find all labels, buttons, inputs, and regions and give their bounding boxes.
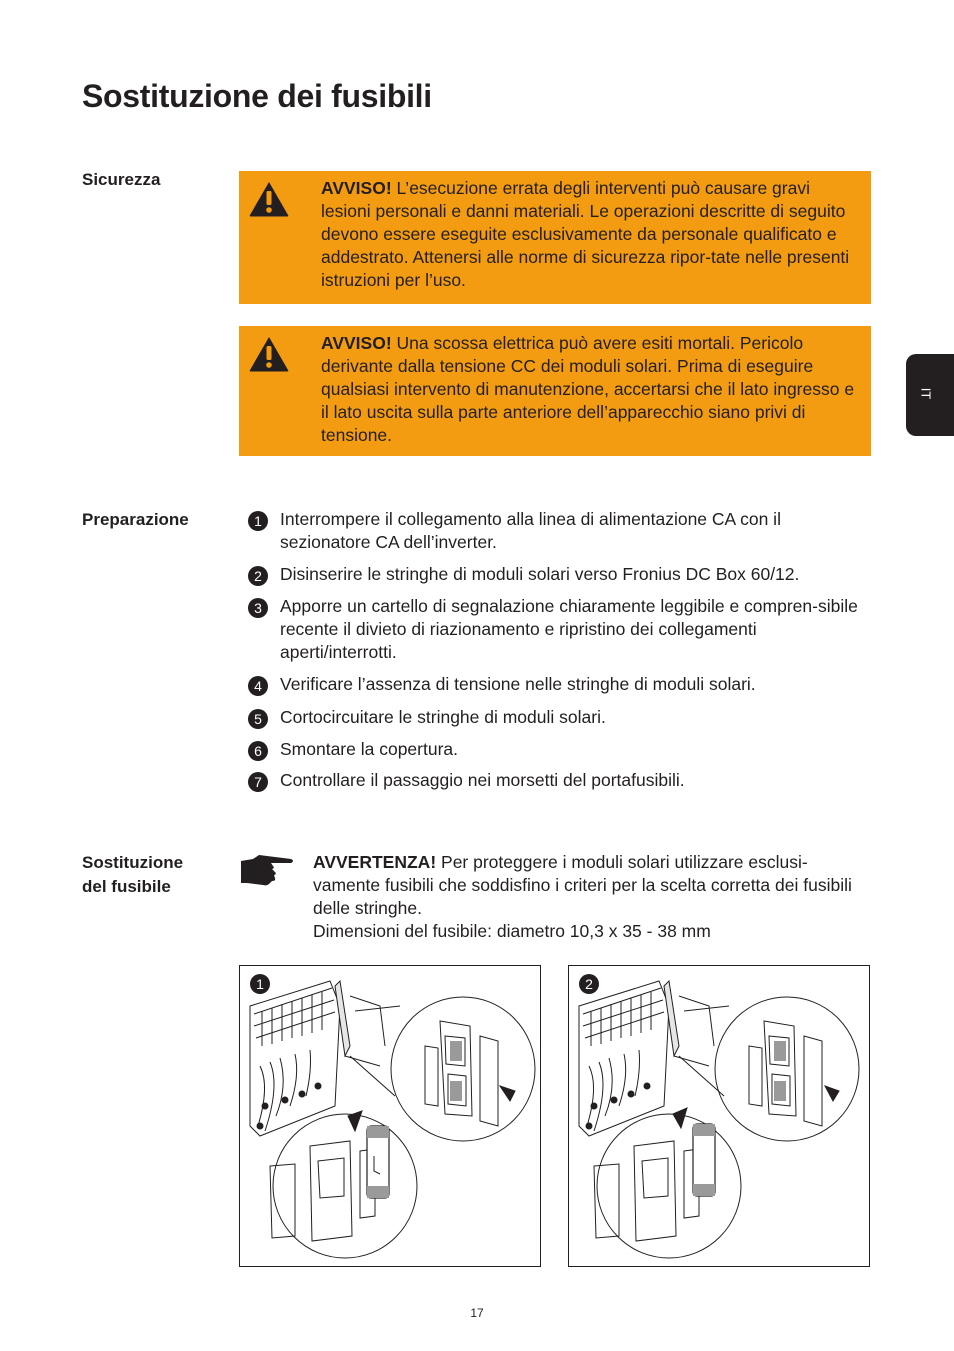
note-dimensions: Dimensioni del fusibile: diametro 10,3 x 35 - 38 mm [313, 921, 711, 941]
step-number: 2 [248, 566, 268, 586]
step-text: Apporre un cartello di segnalazione chiaramente leggibile e compren-sibile recente il divieto di riazionamento e ripristino dei collegamenti aperti/interrotti. [280, 596, 858, 662]
note-text [313, 851, 873, 943]
figure-2 [568, 965, 870, 1267]
step-text: Interrompere il collegamento alla linea di alimentazione CA con il sezionatore CA dell’inverter. [280, 509, 781, 552]
step-number: 3 [248, 598, 268, 618]
fuse-removal-illustration [240, 966, 540, 1266]
step-number: 7 [248, 772, 268, 792]
section-label-safety: Sicurezza [82, 170, 161, 189]
note-lead: AVVERTENZA! [313, 852, 437, 872]
step-number: 5 [248, 709, 268, 729]
step-number: 4 [248, 676, 268, 696]
page-title: Sostituzione dei fusibili [82, 78, 432, 114]
section-label-preparation: Preparazione [82, 510, 189, 529]
step-text: Cortocircuitare le stringhe di moduli solari. [280, 707, 606, 727]
warning-lead-2: AVVISO! [321, 333, 392, 353]
language-tab-label: IT [918, 387, 934, 400]
step-text: Disinserire le stringhe di moduli solari verso Fronius DC Box 60/12. [280, 564, 800, 584]
step-number: 1 [248, 511, 268, 531]
warning-body-2: Una scossa elettrica può avere esiti mortali. Pericolo derivante dalla tensione CC dei moduli solari. Prima di eseguire qualsiasi intervento di manutenzione, accertarsi che il lato ingresso e il lato uscita sulla parte anteriore dell’apparecchio siano privi di tensione. [321, 333, 855, 445]
step-text: Verificare l’assenza di tensione nelle stringhe di moduli solari. [280, 674, 756, 694]
figure-number: 2 [579, 974, 599, 994]
warning-lead-1: AVVISO! [321, 178, 392, 198]
warning-triangle-icon [249, 181, 289, 217]
figure-number: 1 [250, 974, 270, 994]
warning-body-1: L’esecuzione errata degli interventi può causare gravi lesioni personali e danni materiali. Le operazioni descritte di seguito devono essere eseguite esclusivamente da personale qualificato e addestrato. Attenersi alle norme di sicurezza ripor-tate nelle presenti istruzioni per l’uso. [321, 178, 850, 290]
note-body: Per proteggere i moduli solari utilizzare esclusi-vamente fusibili che soddisfino i criteri per la scelta corretta dei fusibili delle stringhe. [313, 852, 852, 918]
section-label-fuse-replacement: Sostituzione del fusibile [82, 853, 184, 896]
warning-box-1 [239, 171, 871, 304]
warning-text-2 [321, 332, 863, 447]
step-text: Smontare la copertura. [280, 739, 459, 759]
step-number: 6 [248, 741, 268, 761]
warning-text-1 [321, 177, 863, 292]
step-text: Controllare il passaggio nei morsetti del portafusibili. [280, 770, 685, 790]
language-tab [906, 354, 954, 436]
warning-triangle-icon [249, 336, 289, 372]
warning-box-2 [239, 326, 871, 456]
figure-1 [239, 965, 541, 1267]
page-number: 17 [470, 1306, 484, 1320]
fuse-insertion-illustration [569, 966, 870, 1266]
pointing-hand-icon [239, 853, 295, 889]
